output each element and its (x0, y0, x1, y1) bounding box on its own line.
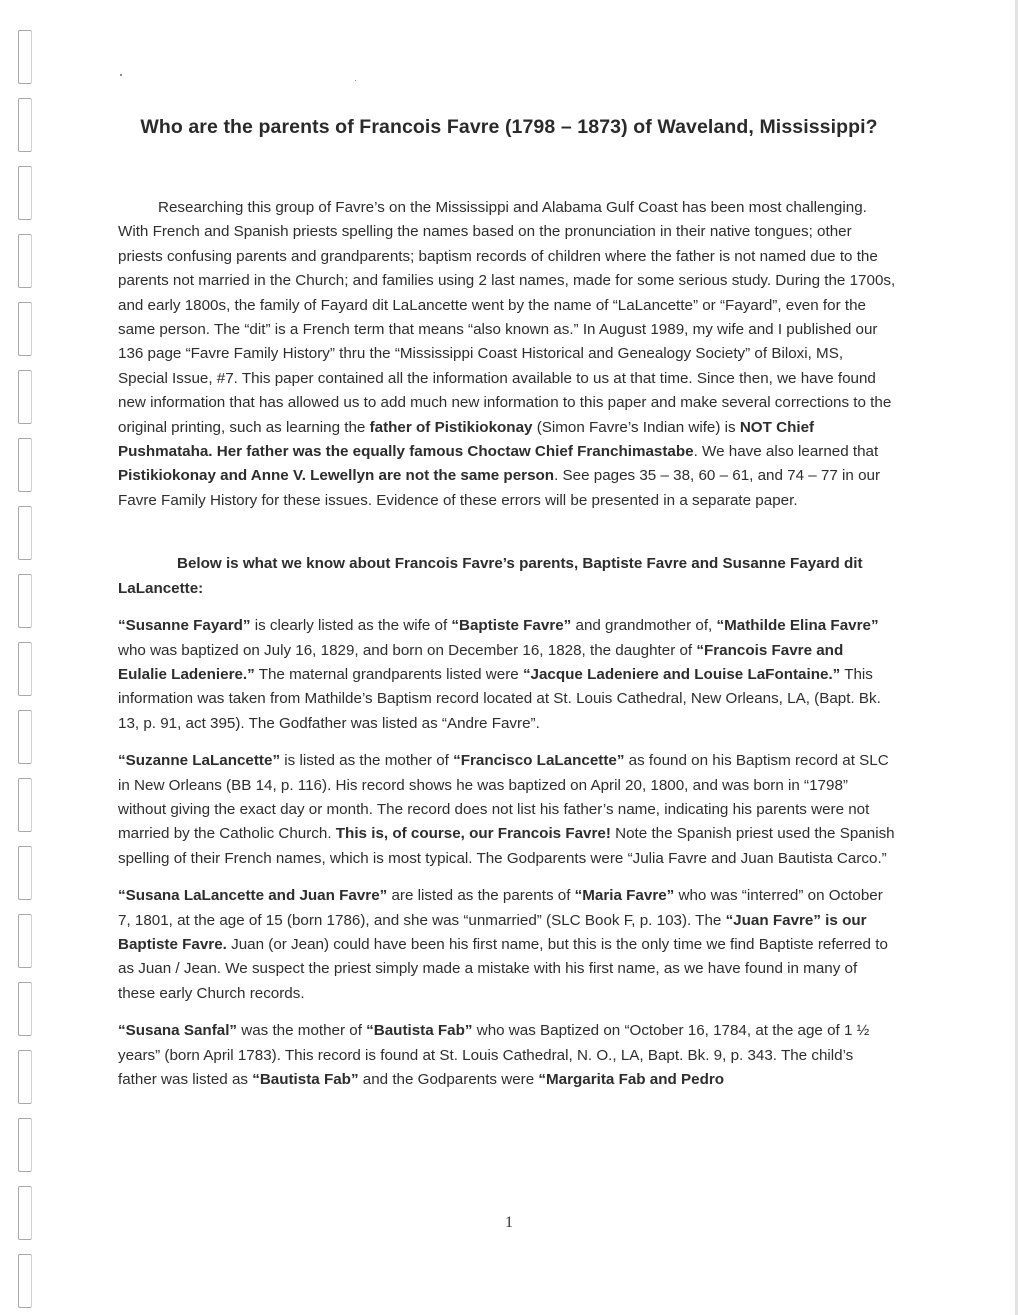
punch-hole (18, 710, 32, 764)
bold-run: Pistikiokonay and Anne V. Lewellyn are not the same person (118, 467, 555, 485)
text-run: . See pages 35 – 38, 60 – 61, and 74 – 77 in our Favre Family History for these issues. Evidence of these errors will be presented in a separate paper. (118, 467, 881, 509)
text-run: The maternal grandparents listed were (254, 665, 523, 683)
text-run: is listed as the mother of (280, 752, 454, 770)
text-run: (Simon Favre’s Indian wife) is (532, 418, 740, 436)
susanne-fayard-paragraph (118, 614, 896, 736)
text-run: who was Baptized on “October 16, 1784, at the age of 1 ½ years” (born April 1783). This record is found at St. Louis Cathedral, N. O., LA, Bapt. Bk. 9, p. 343. The child’s father was listed as (118, 1022, 870, 1088)
punch-hole (18, 1050, 32, 1104)
text-run: is clearly listed as the wife of (250, 617, 452, 635)
punch-hole (18, 574, 32, 628)
text-run: This information was taken from Mathilde’s Baptism record located at St. Louis Cathedral, New Orleans, LA, (Bapt. Bk. 13, p. 91, act 395). The Godfather was listed as “Andre Favre”. (118, 665, 881, 732)
bold-run: “Francois Favre and Eulalie Ladeniere.” (118, 641, 844, 683)
punch-hole (18, 234, 32, 288)
text-run: who was baptized on July 16, 1829, and born on December 16, 1828, the daughter of (118, 641, 697, 659)
text-run: . We have also learned that (693, 443, 879, 461)
scan-speck (120, 74, 122, 76)
punch-hole (18, 642, 32, 696)
bold-run: “Susana Sanfal” (118, 1022, 238, 1040)
bold-run: “Juan Favre” is our Baptiste Favre. (118, 911, 867, 953)
punch-hole (18, 370, 32, 424)
bold-run: This is, of course, our Francois Favre! (335, 825, 611, 843)
punch-hole (18, 438, 32, 492)
bold-run: NOT Chief Pushmataha. Her father was the equally famous Choctaw Chief Franchimastabe (118, 418, 815, 461)
scan-speck (355, 80, 356, 81)
punch-hole (18, 166, 32, 220)
bold-run: “Suzanne LaLancette” (118, 752, 281, 770)
text-run: Researching this group of Favre’s on the Mississippi and Alabama Gulf Coast has been most challenging. With French and Spanish priests spelling the names based on the pronunciation in their native tongues; other priests confusing parents and grandparents; baptism records of children where the father is not named due to the parents not married in the Church; and families using 2 last names, made for some serious study. During the 1700s, and early 1800s, the family of Fayard dit LaLancette went by the name of “LaLancette” or “Fayard”, even for the same person. The “dit” is a French term that means “also known as.” In August 1989, my wife and I published our 136 page “Favre Family History” thru the “Mississippi Coast Historical and Genealogy Society” of Biloxi, MS, Special Issue, #7. This paper contained all the information available to us at that time. Since then, we have found new information that has allowed us to add much new information to this paper and make several corrections to the original printing, such as learning the (118, 199, 896, 436)
punch-hole (18, 846, 32, 900)
text-run: Note the Spanish priest used the Spanish spelling of their French names, which is most typical. The Godparents were “Julia Favre and Juan Bautista Carco.” (118, 825, 895, 867)
page-number: 1 (505, 1214, 513, 1231)
document-body (118, 196, 896, 1092)
bold-run: “Susanne Fayard” (118, 617, 251, 635)
bold-run: father of Pistikiokonay (369, 418, 533, 436)
text-run: as found on his Baptism record at SLC in New Orleans (BB 14, p. 116). His record shows he was baptized on April 20, 1800, and was born in “1798” without giving the exact day or month. The record does not list his father’s name, indicating his parents were not married by the Catholic Church. (118, 752, 889, 843)
susana-lalancette-paragraph (118, 884, 896, 1006)
bold-run: “Bautista Fab” (252, 1071, 359, 1088)
bold-run: “Bautista Fab” (366, 1022, 473, 1040)
parents-lead-paragraph: Below is what we know about Francois Favre’s parents, Baptiste Favre and Susanne Fayard dit LaLancette: (118, 555, 863, 597)
bold-run: “Jacque Ladeniere and Louise LaFontaine.” (522, 665, 841, 683)
punch-hole (18, 302, 32, 356)
punch-hole (18, 982, 32, 1036)
bold-run: “Maria Favre” (574, 887, 675, 905)
text-run: and grandmother of, (571, 617, 717, 635)
susana-sanfal-paragraph (118, 1019, 896, 1092)
text-run: and the Godparents were (358, 1071, 539, 1088)
document-title: Who are the parents of Francois Favre (1798 – 1873) of Waveland, Mississippi? (140, 116, 878, 138)
bold-run: “Mathilde Elina Favre” (716, 617, 879, 635)
binding-holes (0, 0, 40, 1315)
punch-hole (18, 778, 32, 832)
punch-hole (18, 506, 32, 560)
text-run: Juan (or Jean) could have been his first name, but this is the only time we find Baptiste referred to as Juan / Jean. We suspect the priest simply made a mistake with his first name, as we have found in many of these early Church records. (118, 935, 888, 1002)
bold-run: “Francisco LaLancette” (453, 752, 625, 770)
text-run: are listed as the parents of (387, 887, 575, 905)
punch-hole (18, 1118, 32, 1172)
suzanne-lalancette-paragraph (118, 749, 896, 871)
bold-run: “Baptiste Favre” (451, 617, 572, 635)
bold-run: “Margarita Fab and Pedro (538, 1071, 725, 1088)
punch-hole (18, 914, 32, 968)
bold-run: “Susana LaLancette and Juan Favre” (118, 887, 388, 905)
punch-hole (18, 30, 32, 84)
intro-paragraph (118, 196, 896, 513)
punch-hole (18, 1254, 32, 1308)
text-run: who was “interred” on October 7, 1801, at the age of 15 (born 1786), and she was “unmarried” (SLC Book F, p. 103). The (118, 887, 883, 929)
text-run: was the mother of (237, 1022, 367, 1040)
